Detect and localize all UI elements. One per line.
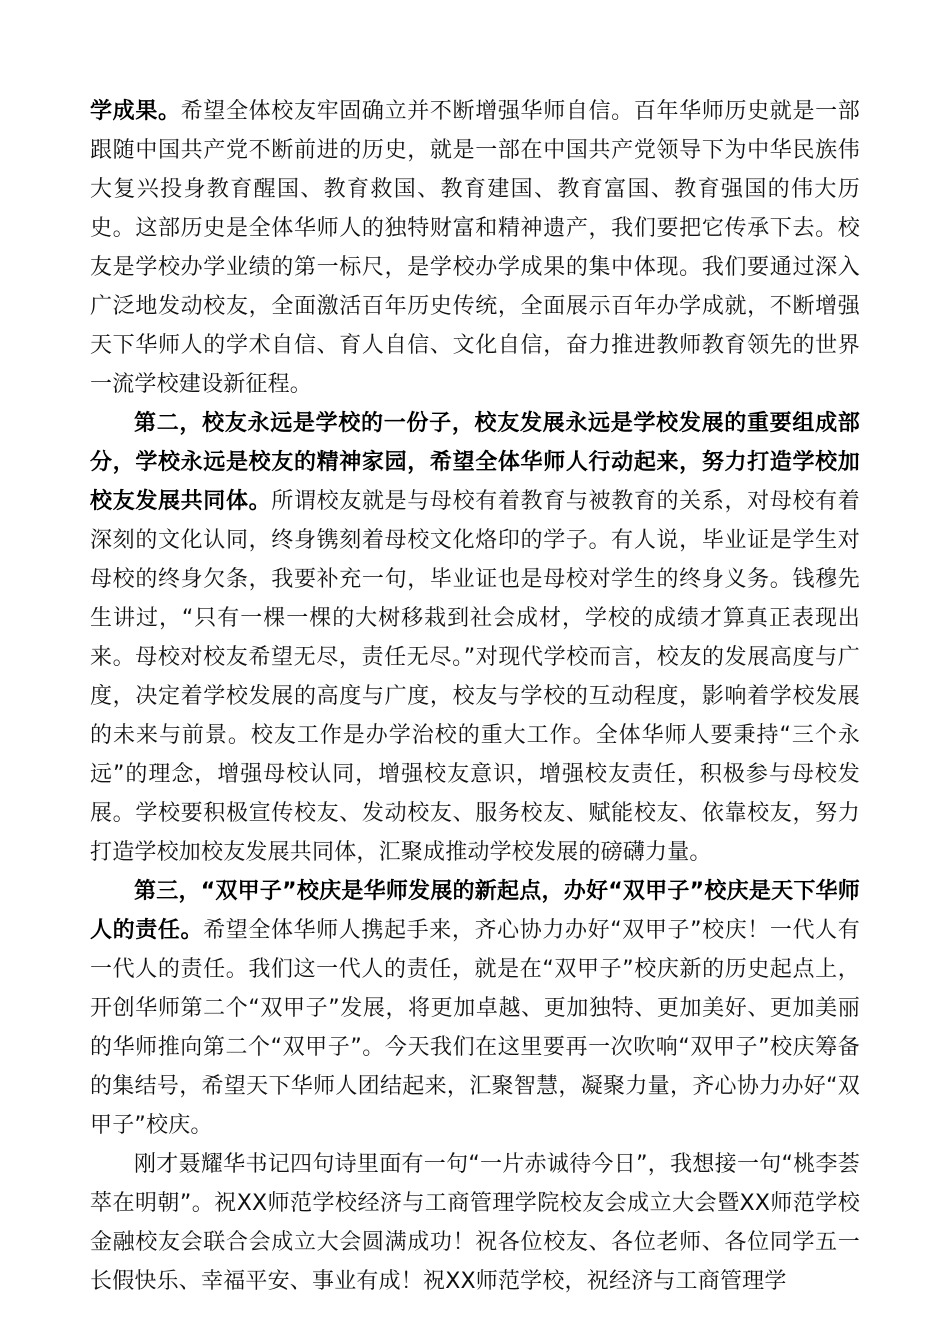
paragraph-3-text: 希望全体华师人携起手来，齐心协力办好“双甲子”校庆！一代人有一代人的责任。我们这一代人的责任，就是在“双甲子”校庆新的历史起点上，开创华师第二个“双甲子”发展，将更加卓越、更加独特、更加美好、更加美丽的华师推向第二个“双甲子”。今天我们在这里要再一次吹响“双甲子”校庆筹备的集结号，希望天下华师人团结起来，汇聚智慧，凝聚力量，齐心协力办好“双甲子”校庆。	[90, 918, 860, 1138]
paragraph-1-text: 希望全体校友牢固确立并不断增强华师自信。百年华师历史就是一部跟随中国共产党不断前进的历史，就是一部在中国共产党领导下为中华民族伟大复兴投身教育醒国、教育救国、教育建国、教育富国、教育强国的伟大历史。这部历史是全体华师人的独特财富和精神遗产，我们要把它传承下去。校友是学校办学业绩的第一标尺，是学校办学成果的集中体现。我们要通过深入广泛地发动校友，全面激活百年历史传统，全面展示百年办学成就，不断增强天下华师人的学术自信、育人自信、文化自信，奋力推进教师教育领先的世界一流学校建设新征程。	[90, 99, 860, 397]
paragraph-2-text: 所谓校友就是与母校有着教育与被教育的关系，对母校有着深刻的文化认同，终身镌刻着母校文化烙印的学子。有人说，毕业证是学生对母校的终身欠条，我要补充一句，毕业证也是母校对学生的终身义务。钱穆先生讲过，“只有一棵一棵的大树移栽到社会成材，学校的成绩才算真正表现出来。母校对校友希望无尽，责任无尽。”对现代学校而言，校友的发展高度与广度，决定着学校发展的高度与广度，校友与学校的互动程度，影响着学校发展的未来与前景。校友工作是办学治校的重大工作。全体华师人要秉持“三个永远”的理念，增强母校认同，增强校友意识，增强校友责任，积极参与母校发展。学校要积极宣传校友、发动校友、服务校友、赋能校友、依靠校友，努力打造学校加校友发展共同体，汇聚成推动学校发展的磅礴力量。	[90, 489, 861, 865]
document-body	[90, 92, 860, 1301]
paragraph-4	[90, 1145, 860, 1301]
paragraph-1	[90, 92, 860, 404]
paragraph-3	[90, 872, 860, 1145]
paragraph-4-text: 刚才聂耀华书记四句诗里面有一句“一片赤诚待今日”，我想接一句“桃李荟萃在明朝”。祝XX师范学校经济与工商管理学院校友会成立大会暨XX师范学校金融校友会联合会成立大会圆满成功！祝各位校友、各位老师、各位同学五一长假快乐、幸福平安、事业有成！祝XX师范学校，祝经济与工商管理学	[90, 1152, 860, 1294]
paragraph-3-bold-lead: 第三，“双甲子”校庆是华师发展的新起点，办好“双甲子”校庆是天下华师人的责任。	[90, 879, 860, 943]
paragraph-2	[90, 404, 860, 872]
paragraph-2-bold-lead: 第二，校友永远是学校的一份子，校友发展永远是学校发展的重要组成部分，学校永远是校友的精神家园，希望全体华师人行动起来，努力打造学校加校友发展共同体。	[90, 411, 860, 514]
paragraph-1-bold-lead: 学成果。	[90, 99, 181, 124]
